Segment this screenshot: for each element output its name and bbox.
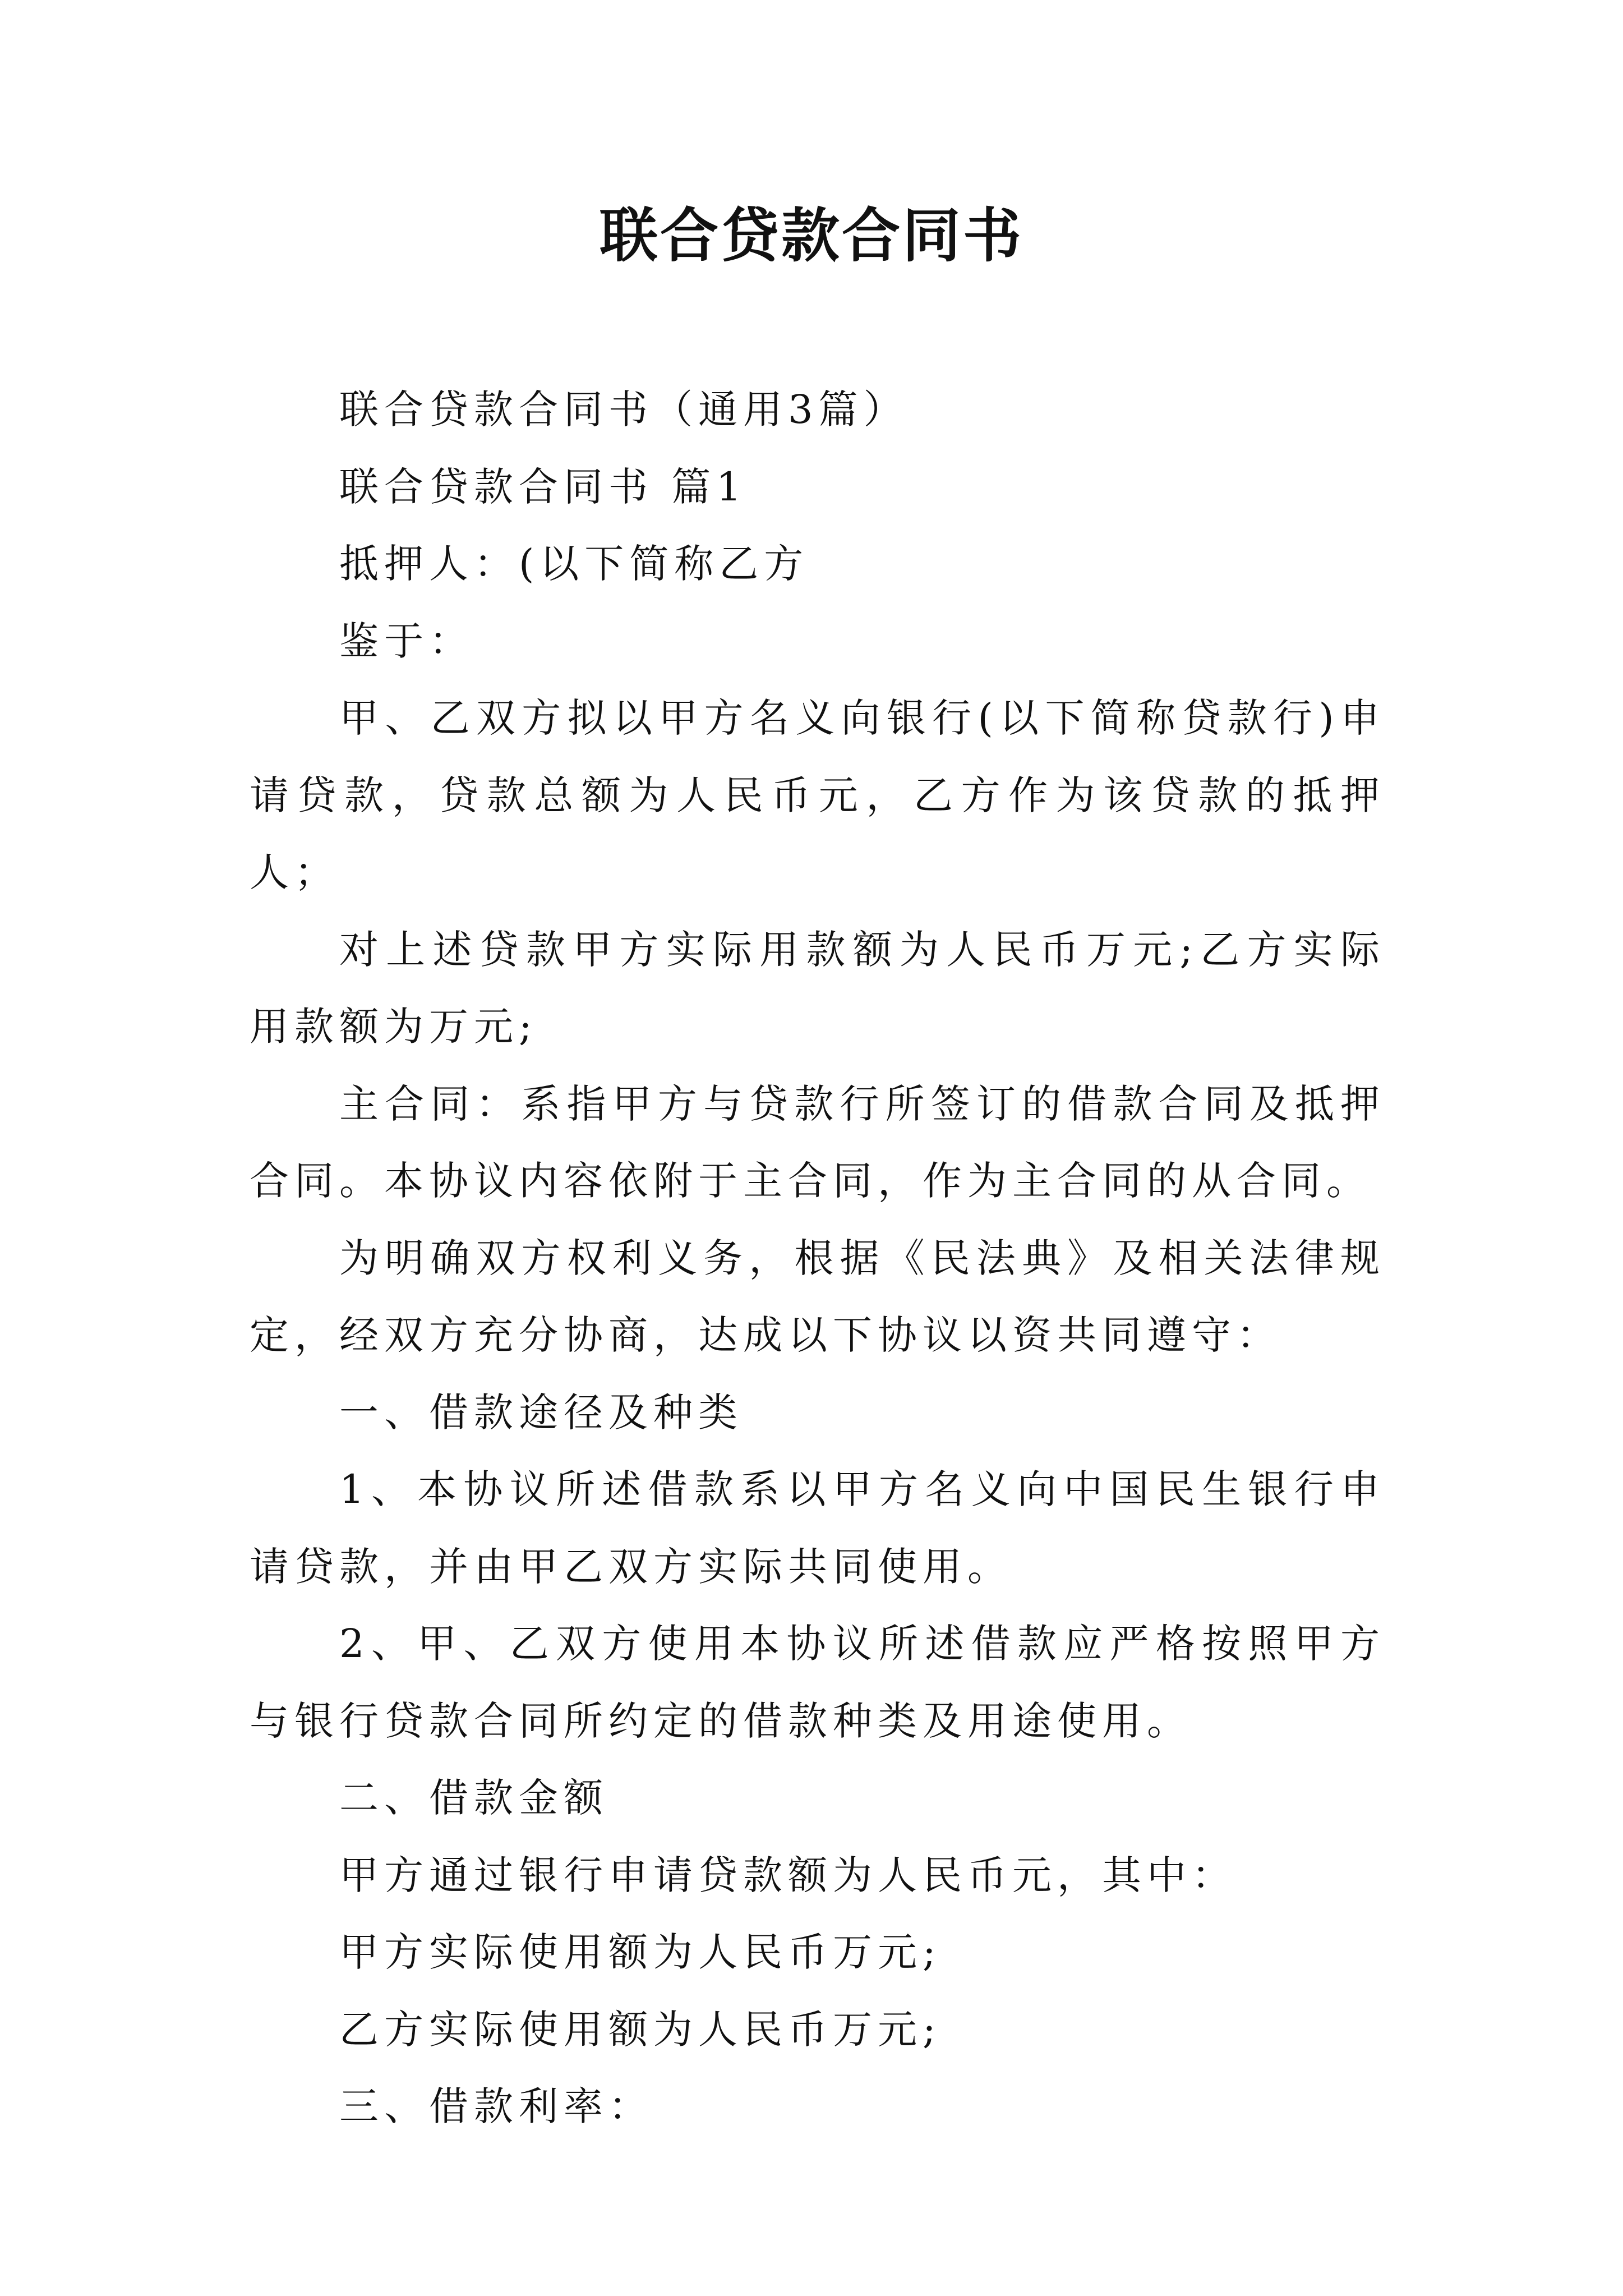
paragraph-actual-amounts: 对上述贷款甲方实际用款额为人民币万元;乙方实际用款额为万元; bbox=[250, 926, 1385, 1050]
paragraph-party-b-amount: 乙方实际使用额为人民币万元; bbox=[339, 2006, 942, 2053]
paragraph-clause-1-2: 2、甲、乙双方使用本协议所述借款应严格按照甲方与银行贷款合同所约定的借款种类及用途使用。 bbox=[250, 1621, 1385, 1744]
paragraph-heading-3: 三、借款利率： bbox=[339, 2083, 653, 2129]
document-title: 联合贷款合同书 bbox=[599, 201, 1023, 270]
paragraph-mortgagor: 抵押人：(以下简称乙方 bbox=[339, 541, 809, 587]
paragraph-loan-application: 甲、乙双方拟以甲方名义向银行(以下简称贷款行)申请贷款，贷款总额为人民币元，乙方作为该贷款的抵押人； bbox=[250, 695, 1385, 895]
document-body bbox=[250, 371, 1385, 2146]
paragraph-heading-1: 一、借款途径及种类 bbox=[339, 1389, 743, 1435]
paragraph-legal-basis: 为明确双方权利义务，根据《民法典》及相关法律规定，经双方充分协商，达成以下协议以资共同遵守： bbox=[250, 1235, 1385, 1358]
paragraph-section-heading: 联合贷款合同书 篇1 bbox=[339, 463, 747, 510]
paragraph-party-a-amount: 甲方实际使用额为人民币万元; bbox=[339, 1929, 942, 1975]
paragraph-clause-1-1: 1、本协议所述借款系以甲方名义向中国民生银行申请贷款，并由甲乙双方实际共同使用。 bbox=[250, 1466, 1385, 1590]
paragraph-subtitle: 联合贷款合同书（通用3篇） bbox=[339, 386, 909, 432]
paragraph-main-contract: 主合同：系指甲方与贷款行所签订的借款合同及抵押合同。本协议内容依附于主合同，作为主合同的从合同。 bbox=[250, 1080, 1385, 1204]
paragraph-heading-2: 二、借款金额 bbox=[339, 1775, 608, 1821]
paragraph-whereas: 鉴于： bbox=[339, 618, 474, 664]
paragraph-loan-total: 甲方通过银行申请贷款额为人民币元，其中： bbox=[339, 1852, 1237, 1898]
